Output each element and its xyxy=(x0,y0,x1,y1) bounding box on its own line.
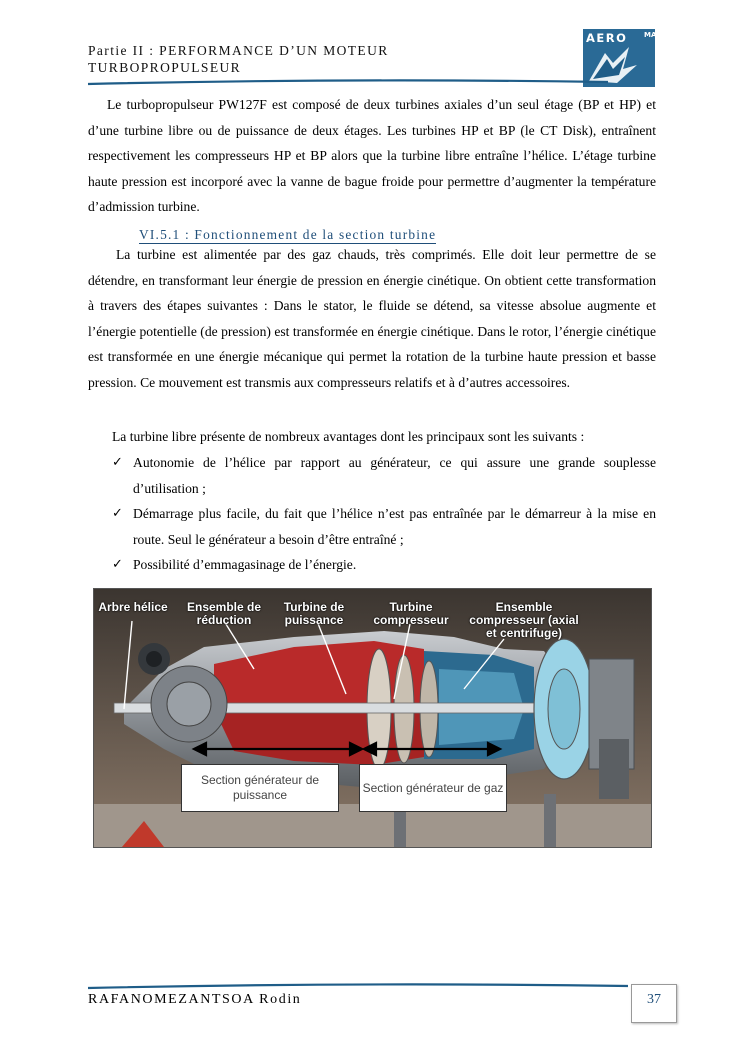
list-item xyxy=(112,450,656,501)
section-heading: VI.5.1 : Fonctionnement de la section turbine xyxy=(139,227,437,242)
label-turbine-puissance: Turbine de puissance xyxy=(283,600,345,627)
list-item xyxy=(112,501,656,552)
paragraph-2-text: La turbine est alimentée par des gaz chauds, très comprimés. Elle doit leur permettre de se détendre, en transformant leur énergie de pression en énergie cinétique. On obtient cette transformation à travers des étapes suivantes : Dans le stator, le fluide se détend, sa vitesse absolue augmente et l’énergie potentielle (de pression) est transformée en énergie cinétique. Dans le rotor, l’énergie cinétique est transformée en une énergie mécanique qui permet la rotation de la turbine haute pression et basse pression. Ce mouvement est transmis aux compresseurs relatifs et à d’autres accessoires. xyxy=(88,247,656,390)
footer-author: RAFANOMEZANTSOA Rodin xyxy=(88,992,302,1007)
list-item-text: Possibilité d’emmagasinage de l’énergie. xyxy=(133,557,357,573)
page-header-title: Partie II : PERFORMANCE D’UN MOTEUR TURBOPROPULSEUR xyxy=(88,43,389,75)
advantages-list xyxy=(112,450,656,578)
label-ensemble-reduction: Ensemble de réduction xyxy=(186,600,262,627)
checkmark-icon: ✓ xyxy=(112,455,123,470)
paragraph-1-text: Le turbopropulseur PW127F est composé de deux turbines axiales d’un seul étage (BP et HP) et d’une turbine libre ou de puissance de deux étages. Les turbines HP et BP (le CT Disk), entraînent respectivement les compresseurs HP et BP alors que la turbine libre entraîne l’hélice. L’étage turbine haute pression est incorporé avec la vanne de bague froide pour permettre d’augmenter la température d’admission turbine. xyxy=(88,97,656,215)
footer-rule xyxy=(88,983,628,991)
logo-text-aero: AERO xyxy=(586,31,628,45)
label-ensemble-compresseur: Ensemble compresseur (axial et centrifuge) xyxy=(469,600,579,640)
label-turbine-compresseur: Turbine compresseur xyxy=(373,600,449,627)
checkmark-icon: ✓ xyxy=(112,506,123,522)
logo-text-marine: MARINE xyxy=(644,31,676,39)
paragraph-3: La turbine libre présente de nombreux avantages dont les principaux sont les suivants : xyxy=(112,429,585,444)
page-number: 37 xyxy=(647,992,661,1007)
engine-cutaway-figure xyxy=(93,588,652,848)
paragraph-1 xyxy=(88,92,656,220)
section-gas-generator-label: Section générateur de gaz xyxy=(362,780,504,795)
section-power-generator-label: Section générateur de puissance xyxy=(200,773,320,802)
list-item xyxy=(112,552,656,578)
section-gas-generator-box xyxy=(359,764,507,812)
list-item-text: Démarrage plus facile, du fait que l’hélice n’est pas entraînée par le démarreur à la mise en route. Seul le générateur a besoin d’être entraîné ; xyxy=(133,506,656,547)
list-item-text: Autonomie de l’hélice par rapport au générateur, ce qui assure une grande souplesse d’utilisation ; xyxy=(133,455,656,496)
section-power-generator-box xyxy=(181,764,339,812)
header-rule xyxy=(88,79,608,87)
checkmark-icon: ✓ xyxy=(112,557,123,573)
page-number-box xyxy=(631,984,677,1023)
label-arbre-helice: Arbre hélice xyxy=(98,600,168,614)
paragraph-2 xyxy=(88,242,656,396)
